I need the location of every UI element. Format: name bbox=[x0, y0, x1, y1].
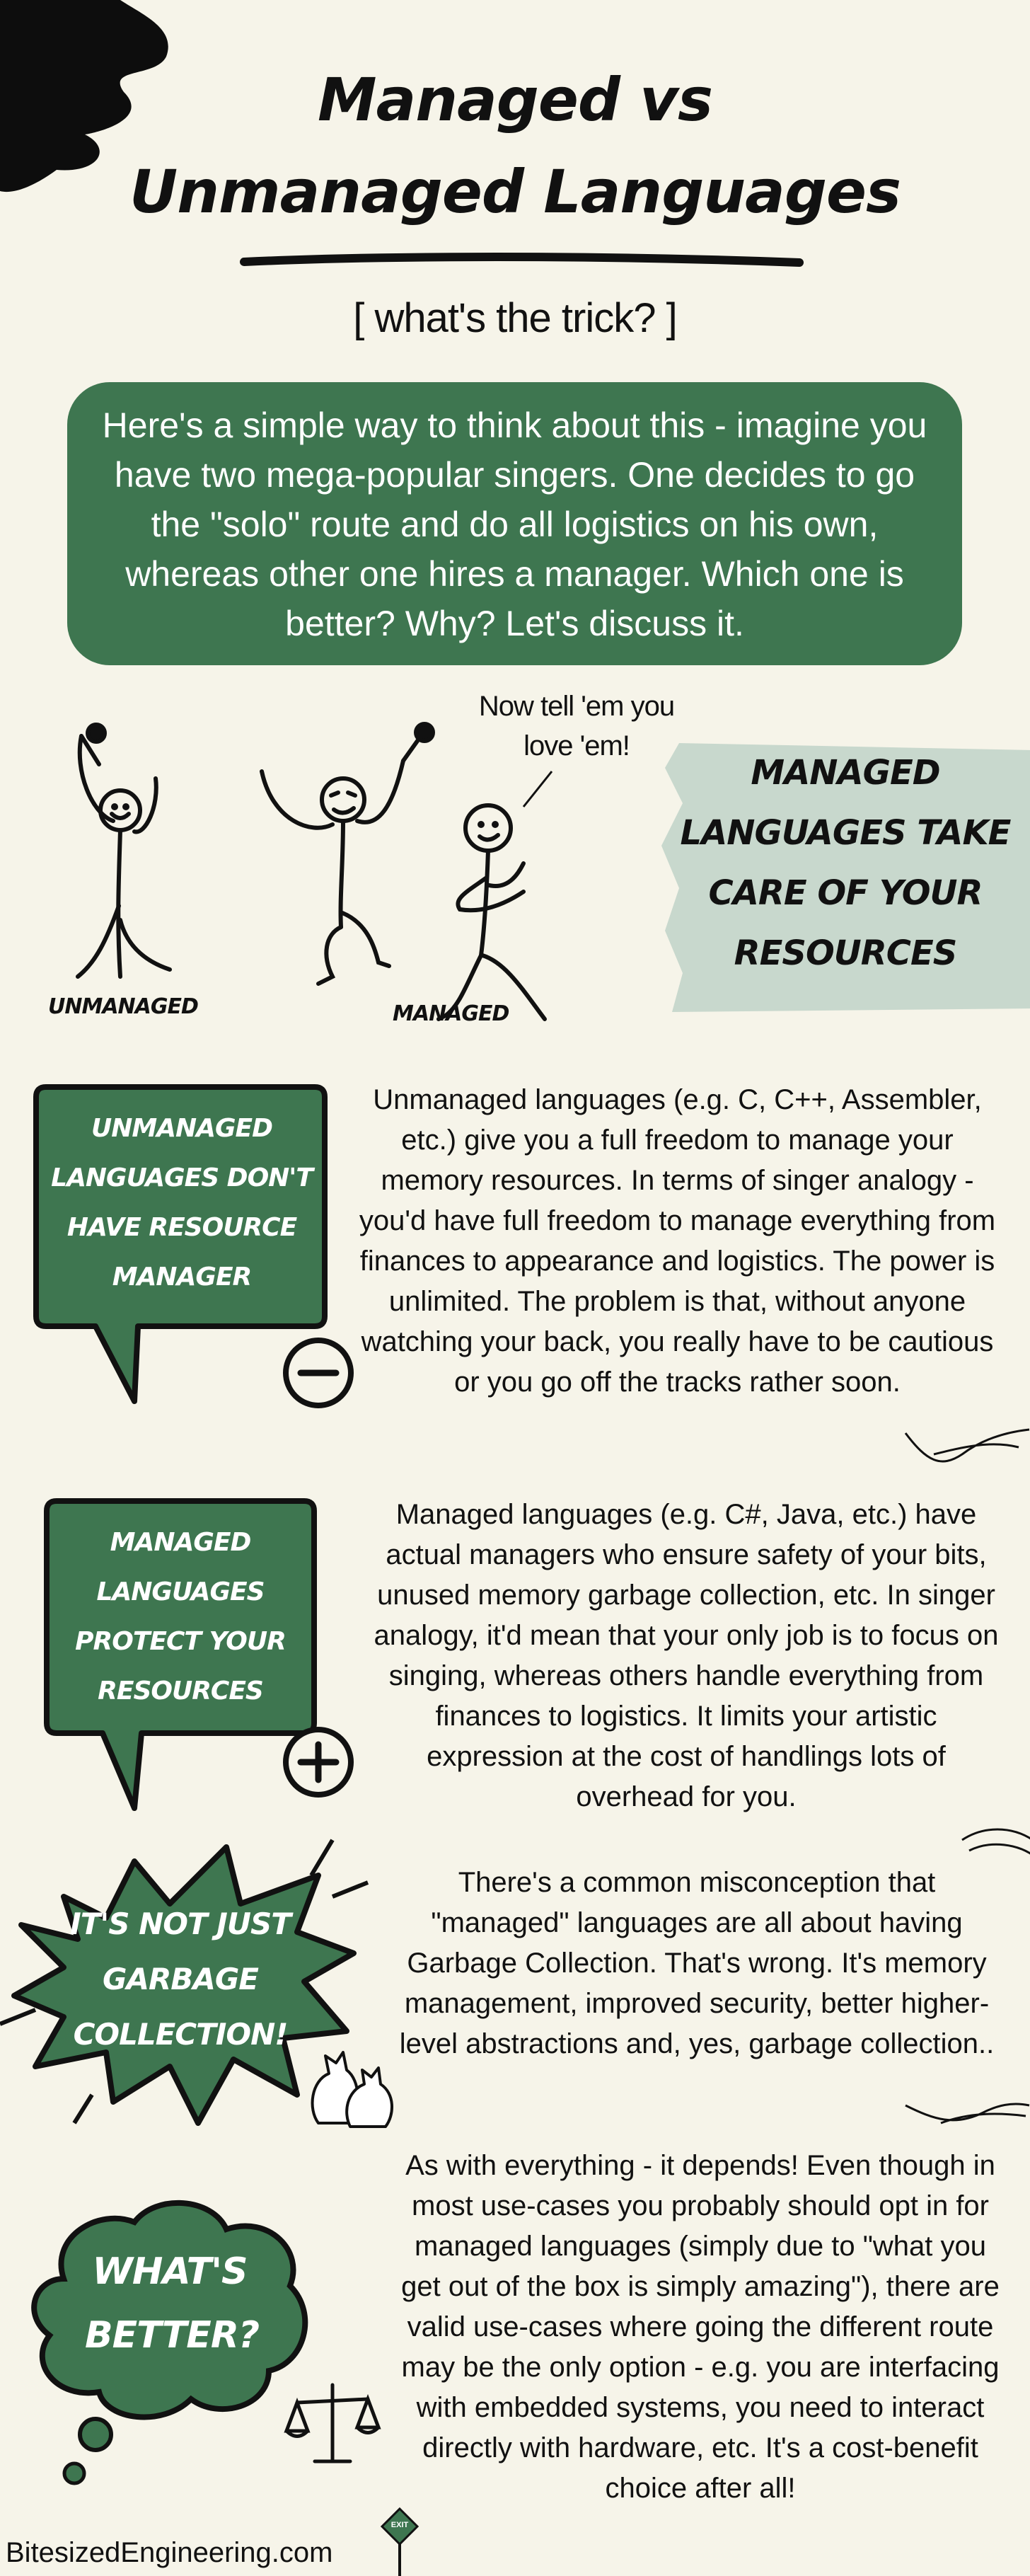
footer-site-link[interactable]: BitesizedEngineering.com bbox=[6, 2537, 333, 2568]
scribble-decoration-2 bbox=[955, 1819, 1030, 1868]
page-subtitle: [ what's the trick? ] bbox=[353, 295, 677, 341]
misconception-description: There's a common misconception that "managed" languages are all about having Garbage Collection. That's wrong. It's memory management, improved security, better higher-level abstractions and, yes, garbage collection.. bbox=[399, 1867, 995, 2059]
managed-singer-figure bbox=[255, 722, 439, 998]
managed-figure-label: MANAGED bbox=[393, 1001, 509, 1026]
scribble-decoration-3 bbox=[898, 2091, 1030, 2134]
unmanaged-figure-label: UNMANAGED bbox=[48, 994, 198, 1019]
plus-icon bbox=[279, 1723, 357, 1801]
exit-sign-icon bbox=[375, 2505, 424, 2576]
intro-text: Here's a simple way to think about this - imagine you have two mega-popular singers. One decides to go the "solo" route and do all logistics on his own, whereas other one hires a manager. Which one is better? Why? Let's discuss it. bbox=[102, 406, 927, 643]
garbage-collection-bubble-text: IT'S NOT JUST GARBAGE COLLECTION! bbox=[70, 1907, 291, 2052]
intro-box bbox=[67, 382, 962, 665]
managed-languages-banner: MANAGED LANGUAGES TAKE CARE OF YOUR RESOURCES bbox=[680, 753, 1011, 973]
speech-text: Now tell 'em you love 'em! bbox=[478, 691, 675, 761]
page-title-line-1: Managed vs bbox=[318, 65, 712, 134]
unmanaged-singer-figure bbox=[42, 708, 198, 984]
speech-pointer bbox=[520, 768, 562, 810]
managed-bubble-text: MANAGED LANGUAGES PROTECT YOUR RESOURCES bbox=[75, 1528, 286, 1706]
whats-better-bubble-text: WHAT'S BETTER? bbox=[85, 2250, 260, 2357]
conclusion-description: As with everything - it depends! Even though in most use-cases you probably should opt in for managed languages (simply due to "what you get out of the box is simply amazing"), there are valid use-cases where going the different route may be the only option - e.g. you are interfacing with embedded systems, you need to interact directly with hardware, etc. It's a cost-benefit choice after all! bbox=[401, 2150, 1000, 2504]
title-underline bbox=[241, 251, 806, 272]
exit-sign-label: EXIT bbox=[390, 2521, 409, 2529]
minus-icon bbox=[279, 1334, 357, 1412]
scale-icon bbox=[283, 2378, 382, 2470]
managed-description: Managed languages (e.g. C#, Java, etc.) have actual managers who ensure safety of your bits, unused memory garbage collection, etc. In singer analogy, it'd mean that your only job is to focus on singing, whereas others handle everything from finances to logistics. It limits your artistic expression at the cost of handlings lots of overhead for you. bbox=[374, 1499, 999, 1812]
page-title-line-2: Unmanaged Languages bbox=[129, 157, 901, 226]
unmanaged-description: Unmanaged languages (e.g. C, C++, Assembler, etc.) give you a full freedom to manage your memory resources. In terms of singer analogy - you'd have full freedom to manage everything from finances to appearance and logistics. The power is unlimited. The problem is that, without anyone watching your back, you really have to be cautious or you go off the tracks rather soon. bbox=[359, 1084, 996, 1398]
garbage-bags-icon bbox=[304, 2038, 403, 2130]
scribble-decoration-1 bbox=[898, 1419, 1030, 1476]
unmanaged-bubble-text: UNMANAGED LANGUAGES DON'T HAVE RESOURCE MANAGER bbox=[51, 1114, 313, 1292]
